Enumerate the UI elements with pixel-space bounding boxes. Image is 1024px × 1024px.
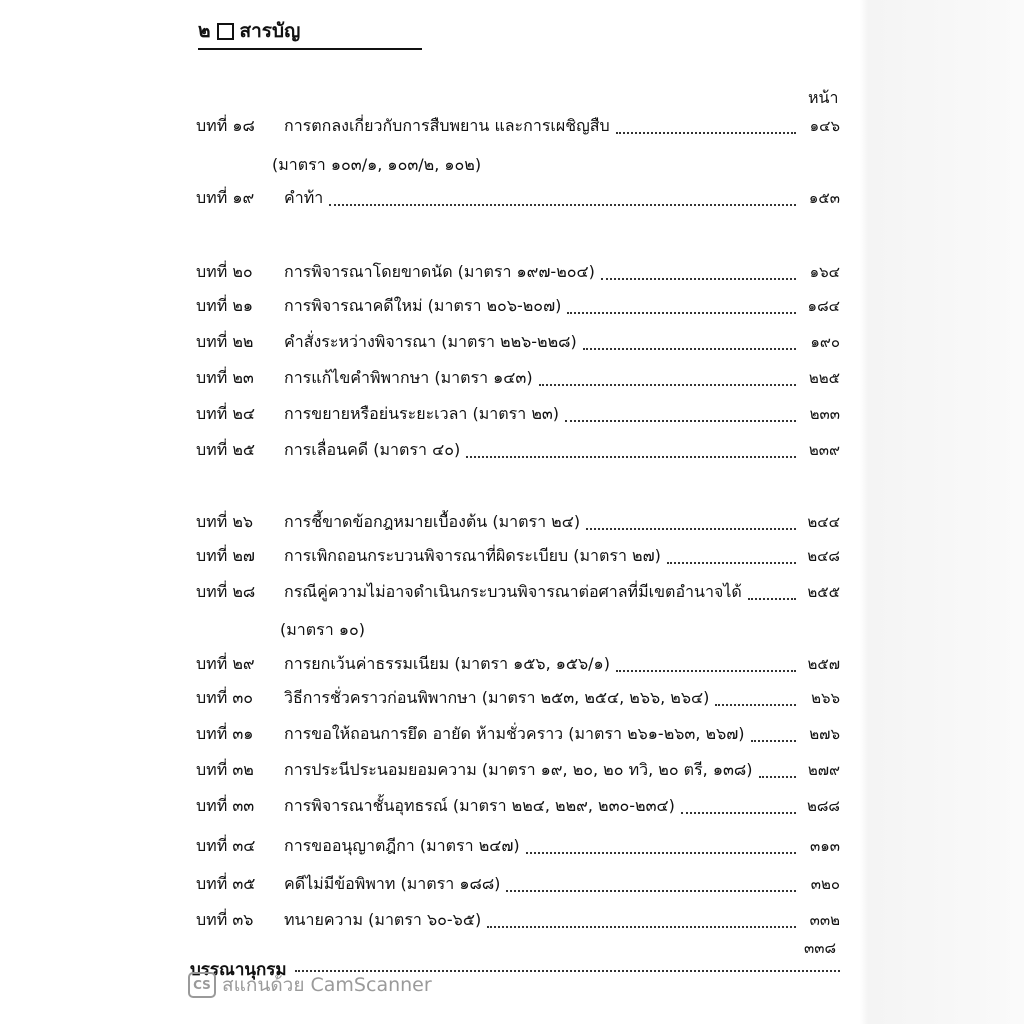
header-title: สารบัญ — [239, 20, 301, 42]
chapter-number: บทที่ ๒๖ — [196, 512, 254, 531]
chapter-number: บทที่ ๒๐ — [196, 262, 253, 281]
toc-entry — [196, 686, 840, 716]
page-number: ๓๒๐ — [810, 875, 840, 893]
chapter-number: บทที่ ๑๘ — [196, 116, 255, 135]
page-number: ๒๖๖ — [811, 689, 840, 707]
page-number: ๑๔๖ — [809, 117, 840, 135]
chapter-title: การขออนุญาตฎีกา (มาตรา ๒๔๗) — [284, 836, 520, 855]
page-number: ๒๗๙ — [807, 761, 840, 779]
chapter-number: บทที่ ๒๘ — [196, 582, 256, 601]
dot-leader — [715, 704, 796, 706]
toc-entry — [196, 872, 840, 902]
dot-leader — [487, 926, 796, 928]
chapter-title: วิธีการชั่วคราวก่อนพิพากษา (มาตรา ๒๕๓, ๒๕๔, ๒๖๖, ๒๖๔) — [284, 688, 710, 707]
toc-entry — [196, 438, 840, 468]
page-number: ๑๕๓ — [808, 189, 840, 207]
chapter-title: คำท้า — [284, 188, 324, 207]
dot-leader — [748, 598, 796, 600]
toc-entry — [196, 510, 840, 540]
dot-leader — [526, 852, 796, 854]
toc-entry — [196, 366, 840, 396]
page-number: ๓๓๒ — [809, 911, 840, 929]
dot-leader — [583, 348, 796, 350]
chapter-title-continuation: (มาตรา ๑๐๓/๑, ๑๐๓/๒, ๑๐๒) — [272, 155, 482, 174]
chapter-number: บทที่ ๓๔ — [196, 836, 256, 855]
chapter-number: บทที่ ๒๗ — [196, 546, 255, 565]
chapter-title: ทนายความ (มาตรา ๖๐-๖๕) — [284, 910, 482, 929]
toc-entry — [196, 402, 840, 432]
page-number: ๒๔๔ — [807, 513, 840, 531]
dot-leader — [601, 278, 796, 280]
toc-entry — [196, 794, 840, 824]
camscanner-logo-icon: CS — [188, 972, 216, 998]
dot-leader — [616, 670, 796, 672]
page-number: ๒๗๖ — [809, 725, 840, 743]
chapter-number: บทที่ ๓๓ — [196, 796, 255, 815]
chapter-number: บทที่ ๒๙ — [196, 654, 255, 673]
page-number: ๒๓๙ — [808, 441, 840, 459]
chapter-number: บทที่ ๓๑ — [196, 724, 254, 743]
toc-entry — [196, 330, 840, 360]
page-number: ๒๕๗ — [807, 655, 840, 673]
chapter-number: บทที่ ๒๒ — [196, 332, 254, 351]
chapter-title: การแก้ไขคำพิพากษา (มาตรา ๑๔๓) — [284, 368, 533, 387]
chapter-title: การพิจารณาชั้นอุทธรณ์ (มาตรา ๒๒๔, ๒๒๙, ๒๓๐-๒๓๔) — [284, 796, 675, 815]
toc-entry — [196, 908, 840, 938]
dot-leader — [567, 312, 796, 314]
chapter-title: การพิจารณาโดยขาดนัด (มาตรา ๑๙๗-๒๐๔) — [284, 262, 595, 281]
dot-leader — [506, 890, 796, 892]
dot-leader — [565, 420, 796, 422]
page-number: ๑๖๔ — [809, 263, 840, 281]
page-number: ๒๔๘ — [807, 547, 840, 565]
chapter-number: บทที่ ๓๐ — [196, 688, 254, 707]
chapter-number: บทที่ ๒๕ — [196, 440, 255, 459]
chapter-number: บทที่ ๒๑ — [196, 296, 254, 315]
toc-entry — [196, 544, 840, 574]
chapter-title: คดีไม่มีข้อพิพาท (มาตรา ๑๘๘) — [284, 874, 501, 893]
toc-entry — [196, 758, 840, 788]
chapter-title: การชี้ขาดข้อกฎหมายเบื้องต้น (มาตรา ๒๔) — [284, 512, 581, 531]
chapter-title: การขยายหรือย่นระยะเวลา (มาตรา ๒๓) — [284, 404, 560, 423]
chapter-title: การประนีประนอมยอมความ (มาตรา ๑๙, ๒๐, ๒๐ ทวิ, ๒๐ ตรี, ๑๓๘) — [284, 760, 753, 779]
chapter-title: การเพิกถอนกระบวนพิจารณาที่ผิดระเบียบ (มาตรา ๒๗) — [284, 546, 661, 565]
chapter-number: บทที่ ๑๙ — [196, 188, 255, 207]
toc-entry — [196, 652, 840, 682]
page-number: ๑๙๐ — [810, 333, 840, 351]
dot-leader — [759, 776, 796, 778]
dot-leader — [751, 740, 797, 742]
dot-leader — [466, 456, 796, 458]
page-column-label: หน้า — [808, 88, 839, 107]
chapter-title: กรณีคู่ความไม่อาจดำเนินกระบวนพิจารณาต่อศาลที่มีเขตอำนาจได้ — [284, 582, 742, 601]
toc-entry — [196, 294, 840, 324]
dot-leader — [616, 132, 796, 134]
chapter-title: คำสั่งระหว่างพิจารณา (มาตรา ๒๒๖-๒๒๘) — [284, 332, 577, 351]
chapter-number: บทที่ ๓๕ — [196, 874, 256, 893]
chapter-title-continuation: (มาตรา ๑๐) — [280, 620, 365, 639]
page-number: ๓๑๓ — [809, 837, 840, 855]
chapter-number: บทที่ ๒๔ — [196, 404, 255, 423]
camscanner-watermark — [188, 972, 432, 998]
toc-entry — [196, 114, 840, 144]
header-page-number: ๒ — [198, 20, 211, 42]
chapter-number: บทที่ ๓๒ — [196, 760, 254, 779]
chapter-number: บทที่ ๒๓ — [196, 368, 254, 387]
toc-entry — [196, 580, 840, 610]
page-number: ๒๓๓ — [809, 405, 840, 423]
dot-leader — [667, 562, 796, 564]
watermark-text: สแกนด้วย CamScanner — [222, 974, 432, 996]
toc-entry — [196, 834, 840, 864]
page-number: ๒๘๘ — [806, 797, 840, 815]
bibliography-page-number: ๓๓๘ — [804, 939, 837, 957]
toc-entry — [196, 722, 840, 752]
chapter-title: การตกลงเกี่ยวกับการสืบพยาน และการเผชิญสืบ — [284, 116, 610, 135]
chapter-title: การขอให้ถอนการยึด อายัด ห้ามชั่วคราว (มาตรา ๒๖๑-๒๖๓, ๒๖๗) — [284, 724, 745, 743]
page-number: ๑๘๔ — [807, 297, 840, 315]
dot-leader — [539, 384, 796, 386]
toc-entry — [196, 186, 840, 216]
dot-leader — [586, 528, 796, 530]
page-number: ๒๒๕ — [808, 369, 840, 387]
dot-leader — [681, 812, 796, 814]
chapter-title: การพิจารณาคดีใหม่ (มาตรา ๒๐๖-๒๐๗) — [284, 296, 562, 315]
toc-entry — [196, 260, 840, 290]
chapter-title: การเลื่อนคดี (มาตรา ๔๐) — [284, 440, 461, 459]
bibliography-label: บรรณานุกรม — [190, 960, 287, 980]
chapter-title: การยกเว้นค่าธรรมเนียม (มาตรา ๑๕๖, ๑๕๖/๑) — [284, 654, 610, 673]
page-number: ๒๕๕ — [807, 583, 840, 601]
chapter-number: บทที่ ๓๖ — [196, 910, 254, 929]
dot-leader — [329, 204, 796, 206]
